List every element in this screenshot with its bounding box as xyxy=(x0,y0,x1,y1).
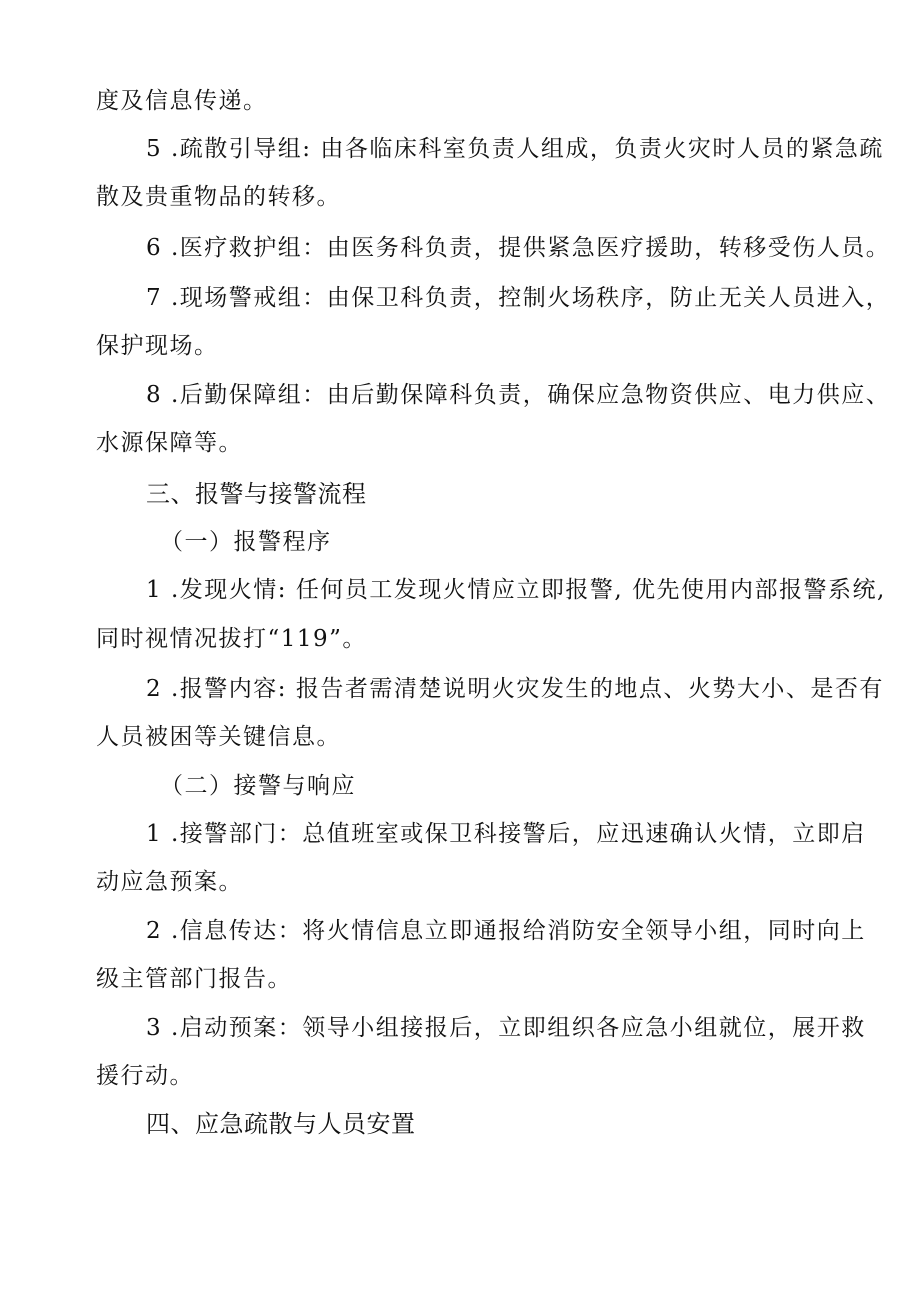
subsection-heading: （二）接警与响应 xyxy=(160,773,356,799)
paragraph-line: 动应急预案。 xyxy=(96,869,243,895)
paragraph-line: 2 .报警内容: 报告者需清楚说明火灾发生的地点、火势大小、是否有 xyxy=(146,676,884,702)
paragraph-line: 6 .医疗救护组：由医务科负责，提供紧急医疗援助，转移受伤人员。 xyxy=(146,235,891,261)
paragraph-line: 2 .信息传达：将火情信息立即通报给消防安全领导小组，同时向上 xyxy=(146,918,866,944)
paragraph-line: 保护现场。 xyxy=(96,333,219,359)
paragraph-line: 人员被困等关键信息。 xyxy=(96,724,341,750)
paragraph-line: 水源保障等。 xyxy=(96,430,243,456)
paragraph-line: 1 .发现火情: 任何员工发现火情应立即报警, 优先使用内部报警系统, xyxy=(146,577,886,603)
paragraph-line: 度及信息传递。 xyxy=(96,88,268,114)
section-heading: 三、报警与接警流程 xyxy=(146,480,367,508)
section-heading: 四、应急疏散与人员安置 xyxy=(146,1110,416,1138)
paragraph-line: 1 .接警部门：总值班室或保卫科接警后，应迅速确认火情，立即启 xyxy=(146,821,866,847)
paragraph-line: 同时视情况拔打“119”。 xyxy=(96,626,367,652)
subsection-heading: （一）报警程序 xyxy=(160,529,332,555)
paragraph-line: 3 .启动预案：领导小组接报后，立即组织各应急小组就位，展开救 xyxy=(146,1015,866,1041)
paragraph-line: 级主管部门报告。 xyxy=(96,966,292,992)
paragraph-line: 散及贵重物品的转移。 xyxy=(96,184,341,210)
paragraph-line: 5 .疏散引导组: 由各临床科室负责人组成，负责火灾时人员的紧急疏 xyxy=(146,136,884,162)
paragraph-line: 7 .现场警戒组：由保卫科负责，控制火场秩序，防止无关人员进入， xyxy=(146,285,891,311)
paragraph-line: 8 .后勤保障组：由后勤保障科负责，确保应急物资供应、电力供应、 xyxy=(146,382,891,408)
paragraph-line: 援行动。 xyxy=(96,1063,194,1089)
